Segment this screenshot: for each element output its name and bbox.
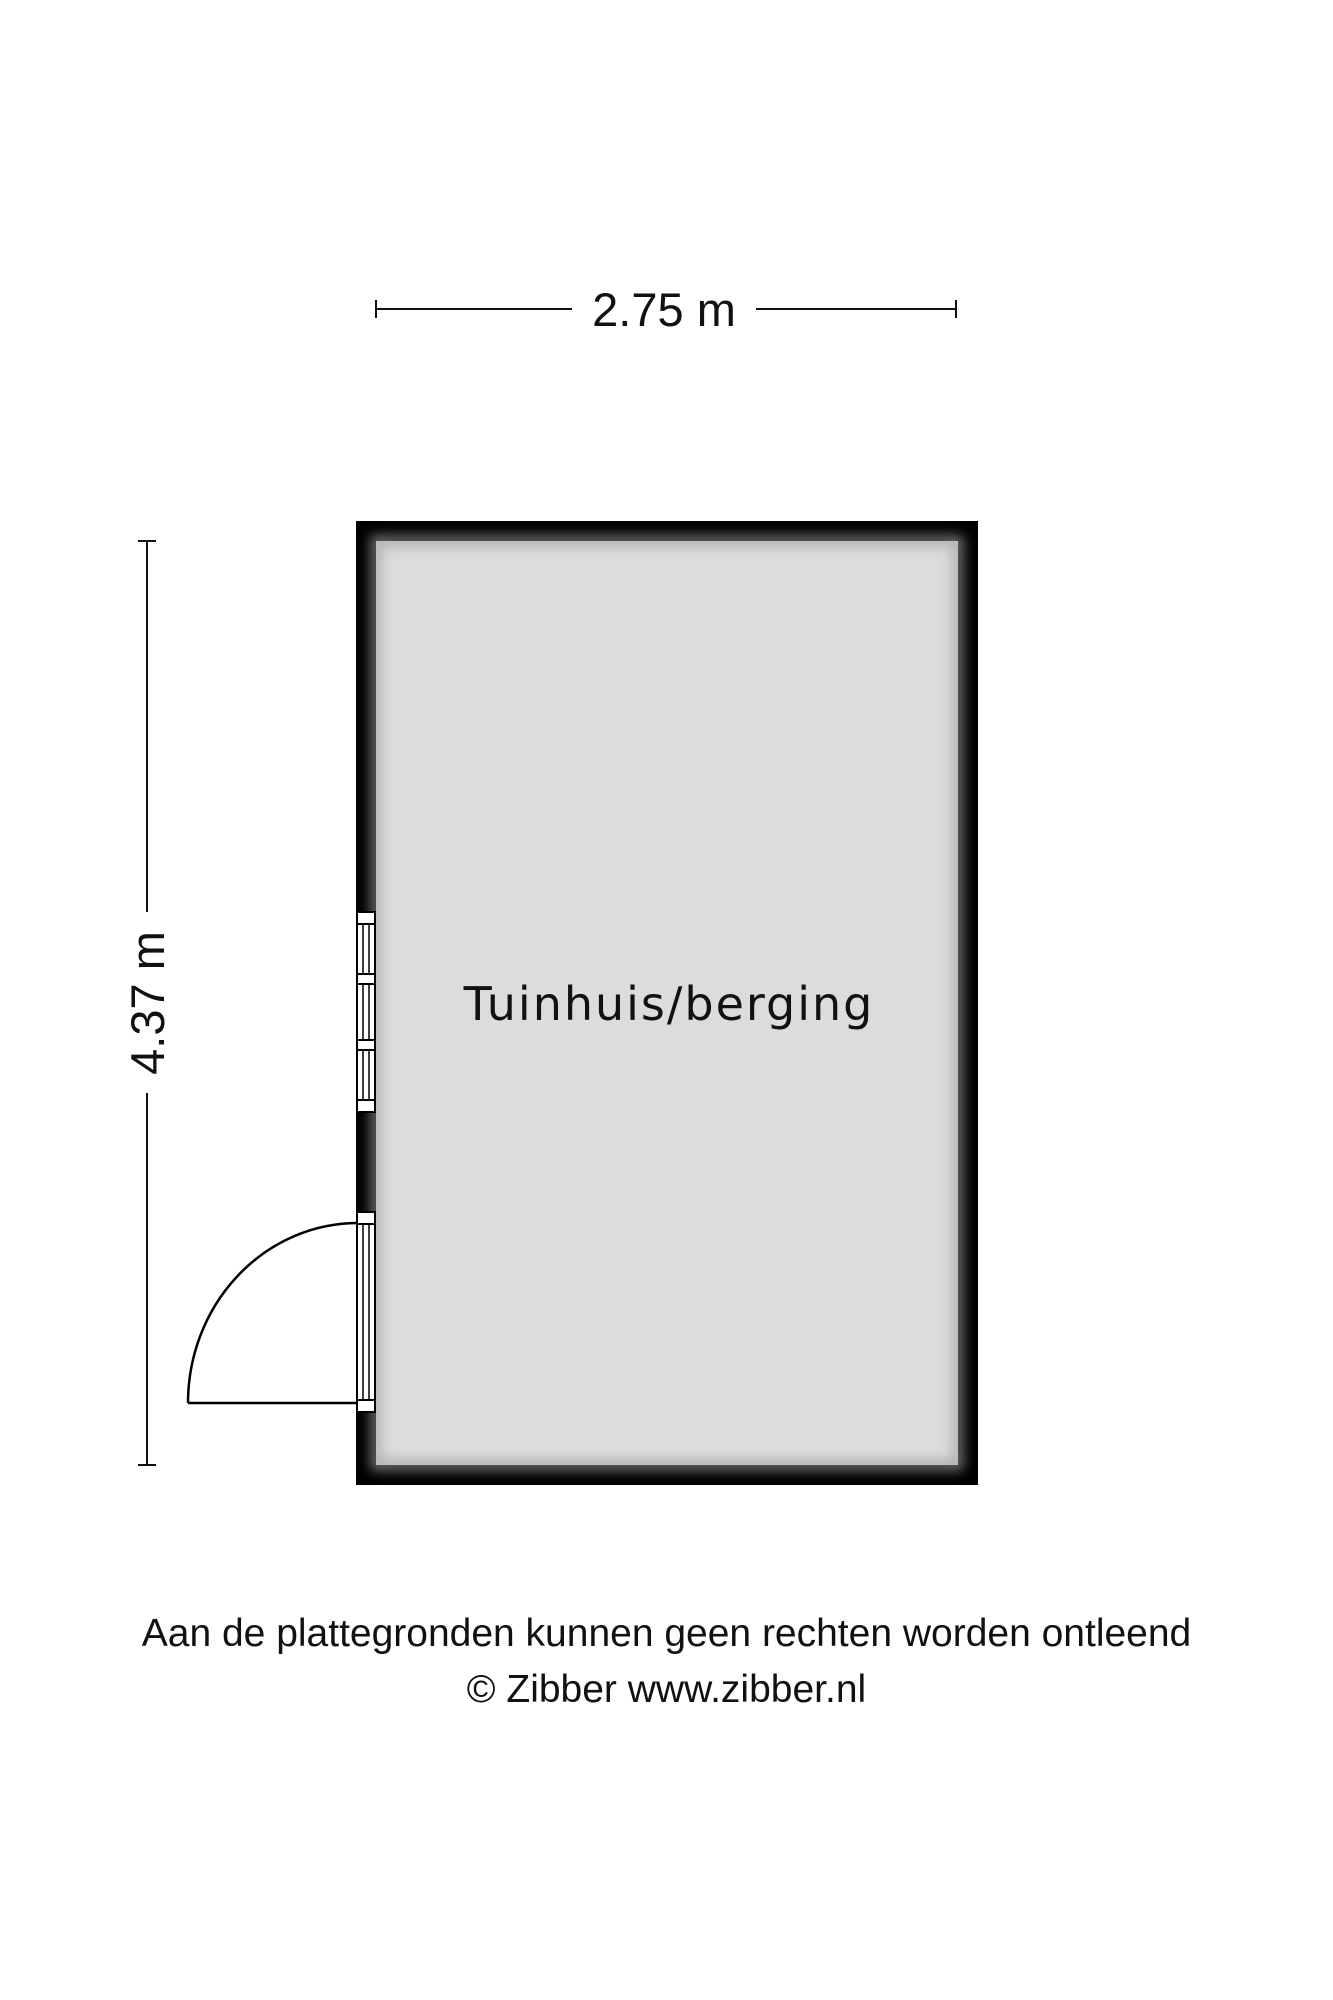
width-dimension: [376, 283, 956, 336]
height-dimension: [121, 541, 174, 1465]
window-mullion-top: [357, 912, 375, 924]
door-jamb-bottom: [357, 1400, 375, 1412]
window: [357, 912, 375, 1112]
width-dimension-label: 2.75 m: [592, 283, 736, 336]
window-mullion-2: [357, 974, 375, 984]
room-label: Tuinhuis/berging: [463, 977, 875, 1031]
disclaimer-text: Aan de plattegronden kunnen geen rechten worden ontleend: [141, 1612, 1192, 1655]
copyright-text: © Zibber www.zibber.nl: [466, 1668, 867, 1711]
door-opening: [357, 1212, 375, 1412]
room-tuinhuis-berging: [356, 521, 978, 1485]
door: [188, 1212, 375, 1412]
window-frame: [357, 912, 375, 1112]
door-swing-arc: [188, 1223, 357, 1403]
window-mullion-3: [357, 1040, 375, 1050]
window-mullion-bottom: [357, 1100, 375, 1112]
height-dimension-label: 4.37 m: [121, 931, 174, 1075]
door-jamb-top: [357, 1212, 375, 1224]
